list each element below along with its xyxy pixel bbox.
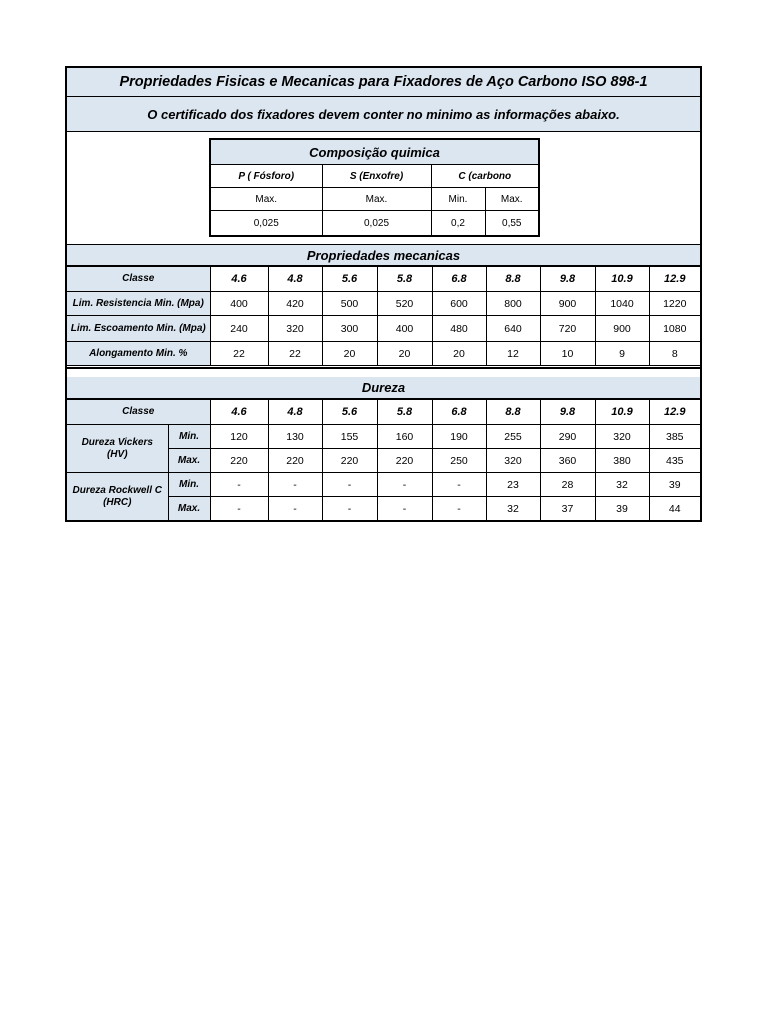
table-cell: 28 — [540, 473, 595, 497]
class-header: 10.9 — [595, 267, 649, 292]
table-row — [67, 316, 700, 342]
class-header: 8.8 — [486, 400, 540, 425]
table-cell: - — [268, 497, 322, 521]
table-cell: 400 — [210, 292, 268, 316]
class-header: 4.6 — [210, 400, 268, 425]
mechanical-properties-heading: Propriedades mecanicas — [67, 244, 700, 266]
table-cell: 400 — [377, 316, 432, 342]
table-cell: - — [377, 497, 432, 521]
table-cell: - — [322, 497, 377, 521]
table-cell: 39 — [595, 497, 649, 521]
table-cell: 160 — [377, 425, 432, 449]
table-cell: 600 — [432, 292, 486, 316]
table-cell: 1040 — [595, 292, 649, 316]
limit-label: Min. — [168, 473, 210, 497]
table-cell: 39 — [649, 473, 700, 497]
table-cell: 290 — [540, 425, 595, 449]
table-cell: 900 — [595, 316, 649, 342]
table-cell: 12 — [486, 342, 540, 366]
element-header: S (Enxofre) — [322, 165, 431, 188]
class-header: 10.9 — [595, 400, 649, 425]
class-header: 12.9 — [649, 400, 700, 425]
table-cell: 435 — [649, 449, 700, 473]
chemical-composition-table — [209, 138, 540, 237]
sheet-subtitle: O certificado dos fixadores devem conter no minimo as informações abaixo. — [67, 97, 700, 132]
table-cell: 420 — [268, 292, 322, 316]
table-cell: 20 — [432, 342, 486, 366]
composition-value: 0,025 — [322, 211, 431, 237]
class-header: 5.8 — [377, 400, 432, 425]
table-cell: 220 — [322, 449, 377, 473]
hardness-heading: Dureza — [67, 377, 700, 399]
class-header: 4.8 — [268, 267, 322, 292]
table-cell: 20 — [377, 342, 432, 366]
table-cell: 220 — [268, 449, 322, 473]
table-cell: 720 — [540, 316, 595, 342]
table-cell: 480 — [432, 316, 486, 342]
table-cell: - — [432, 473, 486, 497]
table-cell: 640 — [486, 316, 540, 342]
table-cell: - — [432, 497, 486, 521]
table-row — [67, 473, 700, 497]
table-row — [67, 342, 700, 366]
group-label: Dureza Rockwell C (HRC) — [67, 473, 168, 521]
table-cell: 255 — [486, 425, 540, 449]
class-header: 12.9 — [649, 267, 700, 292]
table-cell: 385 — [649, 425, 700, 449]
table-cell: 130 — [268, 425, 322, 449]
group-label: Dureza Vickers (HV) — [67, 425, 168, 473]
table-cell: 220 — [377, 449, 432, 473]
composition-value: 0,55 — [485, 211, 539, 237]
table-cell: 8 — [649, 342, 700, 366]
table-cell: 44 — [649, 497, 700, 521]
class-label: Classe — [67, 267, 210, 292]
table-cell: 800 — [486, 292, 540, 316]
table-cell: 23 — [486, 473, 540, 497]
table-cell: 9 — [595, 342, 649, 366]
table-cell: 1220 — [649, 292, 700, 316]
limit-label: Max. — [485, 188, 539, 211]
class-header: 9.8 — [540, 400, 595, 425]
class-header: 8.8 — [486, 267, 540, 292]
table-cell: 22 — [268, 342, 322, 366]
table-cell: 380 — [595, 449, 649, 473]
element-header: C (carbono — [431, 165, 539, 188]
table-cell: 250 — [432, 449, 486, 473]
table-cell: - — [268, 473, 322, 497]
table-cell: 32 — [486, 497, 540, 521]
mechanical-properties-table — [67, 266, 700, 366]
table-cell: 20 — [322, 342, 377, 366]
sheet-title: Propriedades Fisicas e Mecanicas para Fixadores de Aço Carbono ISO 898-1 — [67, 68, 700, 97]
row-label: Lim. Escoamento Min. (Mpa) — [67, 316, 210, 342]
table-cell: 320 — [486, 449, 540, 473]
table-cell: 22 — [210, 342, 268, 366]
chemical-composition-heading: Composição quimica — [210, 139, 539, 165]
element-header: P ( Fósforo) — [210, 165, 322, 188]
table-cell: - — [377, 473, 432, 497]
table-cell: 37 — [540, 497, 595, 521]
table-cell: 300 — [322, 316, 377, 342]
class-header: 5.8 — [377, 267, 432, 292]
table-cell: 10 — [540, 342, 595, 366]
row-label: Alongamento Min. % — [67, 342, 210, 366]
table-cell: 500 — [322, 292, 377, 316]
table-cell: 1080 — [649, 316, 700, 342]
table-cell: - — [210, 497, 268, 521]
composition-value: 0,2 — [431, 211, 485, 237]
table-row — [67, 292, 700, 316]
table-cell: 240 — [210, 316, 268, 342]
class-header: 6.8 — [432, 400, 486, 425]
spec-sheet — [65, 66, 702, 522]
class-header: 4.8 — [268, 400, 322, 425]
table-cell: 120 — [210, 425, 268, 449]
table-cell: 320 — [595, 425, 649, 449]
class-label: Classe — [67, 400, 210, 425]
table-cell: 520 — [377, 292, 432, 316]
table-cell: - — [210, 473, 268, 497]
table-cell: 190 — [432, 425, 486, 449]
table-cell: 900 — [540, 292, 595, 316]
limit-label: Max. — [168, 449, 210, 473]
limit-label: Max. — [210, 188, 322, 211]
limit-label: Max. — [322, 188, 431, 211]
class-header: 5.6 — [322, 267, 377, 292]
class-header: 9.8 — [540, 267, 595, 292]
table-cell: 360 — [540, 449, 595, 473]
table-cell: - — [322, 473, 377, 497]
table-cell: 32 — [595, 473, 649, 497]
class-header: 5.6 — [322, 400, 377, 425]
table-cell: 220 — [210, 449, 268, 473]
table-row — [67, 425, 700, 449]
table-cell: 155 — [322, 425, 377, 449]
class-header: 6.8 — [432, 267, 486, 292]
composition-value: 0,025 — [210, 211, 322, 237]
limit-label: Min. — [168, 425, 210, 449]
hardness-table — [67, 399, 700, 521]
limit-label: Max. — [168, 497, 210, 521]
limit-label: Min. — [431, 188, 485, 211]
table-cell: 320 — [268, 316, 322, 342]
class-header: 4.6 — [210, 267, 268, 292]
row-label: Lim. Resistencia Min. (Mpa) — [67, 292, 210, 316]
